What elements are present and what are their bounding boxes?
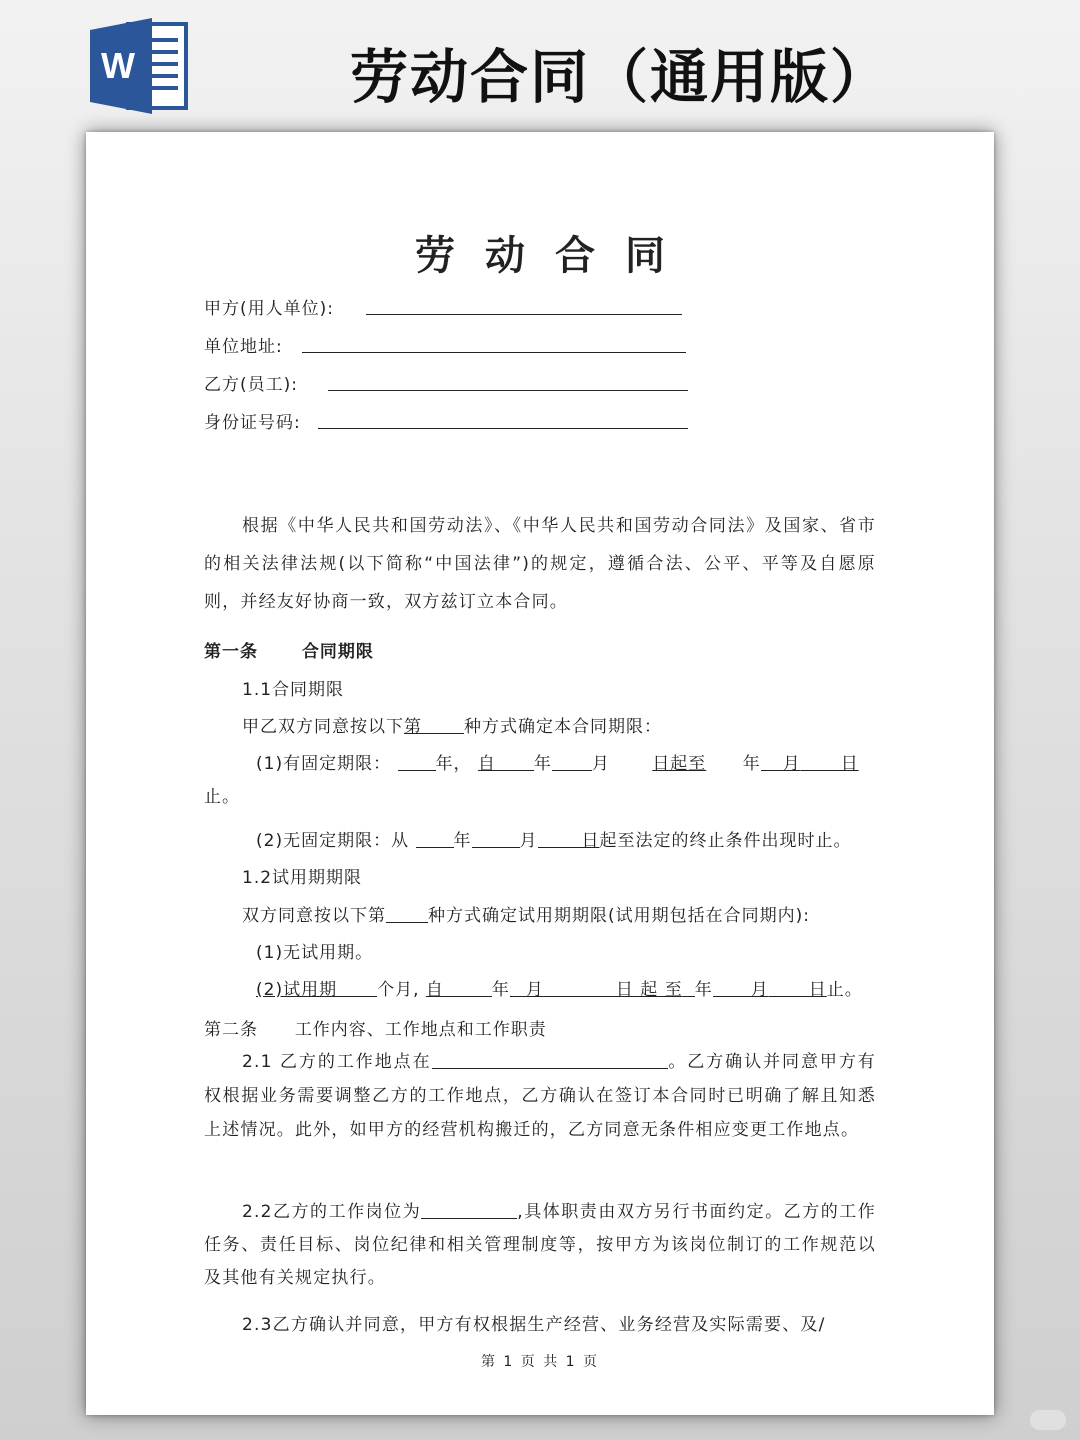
preamble [204, 507, 876, 621]
p2-end: 止。 [826, 980, 863, 1000]
party-a-field [204, 294, 334, 319]
opt2-month-blank[interactable] [472, 829, 520, 848]
article-2-heading [204, 1015, 547, 1040]
address-field [204, 332, 283, 357]
article-1-heading [204, 637, 374, 662]
end-month-gap[interactable] [761, 752, 783, 771]
s21-text-a: 2.1 乙方的工作地点在 [242, 1052, 432, 1072]
section-2-3 [204, 1308, 876, 1342]
p2-year-blank[interactable] [444, 978, 492, 997]
page-footer: 第 1 页 共 1 页 [480, 1354, 600, 1370]
opt2-label: (2)无固定期限：从 [256, 831, 410, 851]
p2-label: (2)试用期 [256, 980, 338, 1000]
article-1-title: 合同期限 [301, 642, 374, 662]
party-b-field [204, 370, 298, 395]
opt1-end-month: 月 [782, 754, 801, 774]
contract-title: 劳动合同 [415, 232, 695, 279]
party-a-blank[interactable] [366, 314, 682, 315]
section-1-1-title: 1.1合同期限 [242, 680, 345, 700]
opt1-start-month: 月 [591, 754, 610, 774]
s21-text-b: 。 [667, 1052, 688, 1072]
address-label: 单位地址: [204, 337, 283, 357]
opt2-year-blank[interactable] [416, 829, 454, 848]
party-b-label: 乙方(员工): [204, 375, 298, 395]
probation-months-blank[interactable] [337, 978, 377, 997]
p2-months: 个月, [377, 980, 420, 1000]
p2-month-gap[interactable] [510, 978, 526, 997]
p2-from: 自 [425, 980, 444, 1000]
opt2-month: 月 [519, 831, 538, 851]
opt2-year: 年 [453, 831, 472, 851]
s12-text-b: 种方式确定试用期期限(试用期包括在合同期内): [428, 906, 810, 926]
opt1-end-year: 年 [742, 754, 761, 774]
opt2-day: 日 [581, 831, 600, 851]
document-page [86, 132, 994, 1415]
p2-end-month: 月 [750, 980, 769, 1000]
years-blank[interactable] [398, 752, 436, 771]
opt1-start-day: 日起至 [652, 754, 707, 774]
p2-end-year: 年 [694, 980, 713, 1000]
article-1-number: 第一条 [204, 642, 258, 662]
p2-start: 日 起 至 [615, 980, 683, 1000]
s22-text-a: 2.2乙方的工作岗位为 [242, 1202, 422, 1222]
section-1-2-title: 1.2试用期期限 [242, 868, 363, 888]
probation-option-2 [256, 975, 863, 1000]
address-blank[interactable] [302, 352, 686, 353]
opt1-year-unit: 年， [435, 754, 472, 774]
s23-text: 2.3乙方确认并同意，甲方有权根据生产经营、业务经营及实际需要、及/ [242, 1315, 826, 1335]
section-1-2-text [242, 901, 810, 926]
opt2-day-blank[interactable] [538, 829, 582, 848]
p2-end-month-blank[interactable] [713, 978, 751, 997]
p2-end-year-gap[interactable] [683, 978, 695, 997]
s11-text-b: 第 [404, 717, 422, 737]
opt1-label: (1)有固定期限： [256, 754, 392, 774]
start-month-blank[interactable] [552, 752, 592, 771]
section-2-1 [204, 1045, 876, 1147]
option-1-end: 止。 [204, 787, 240, 807]
option-2-open-term [256, 826, 852, 851]
p2-day-blank[interactable] [544, 978, 616, 997]
opt1-from: 自 [477, 754, 496, 774]
p2-end-day-blank[interactable] [769, 978, 809, 997]
probation-option-1: (1)无试用期。 [256, 943, 374, 963]
probation-type-blank[interactable] [386, 904, 428, 923]
p2-month: 月 [525, 980, 544, 1000]
s21-text-c: 乙方确认并同意甲方有权根据业务需要调整乙方的工作地点，乙方确认在签订本合同时已明确了解且知悉上述情况。此外，如甲方的经营机构搬迁的，乙方同意无条件相应变更工作地点。 [204, 1052, 877, 1140]
article-2-title: 工作内容、工作地点和工作职责 [294, 1020, 547, 1040]
section-1-1-text [242, 712, 662, 737]
s22-text-b: ,具体职责由双方另行书面约定。乙方的工作任务、责任目标、岗位纪律和相关管理制度等，按甲方为该岗位制订的工作规范以及其他有关规定执行。 [204, 1202, 876, 1288]
id-number-field [204, 408, 301, 433]
svg-text:W: W [101, 45, 135, 86]
term-type-blank[interactable] [422, 715, 464, 734]
opt1-end-day: 日 [840, 754, 859, 774]
p2-year: 年 [491, 980, 510, 1000]
start-year-blank[interactable] [496, 752, 534, 771]
party-b-blank[interactable] [328, 390, 688, 391]
opt1-start-year: 年 [533, 754, 552, 774]
s12-text-a: 双方同意按以下第 [242, 906, 386, 926]
preamble-text: 根据《中华人民共和国劳动法》、《中华人民共和国劳动合同法》及国家、省市的相关法律法规(以下简称“中国法律”)的规定，遵循合法、公平、平等及自愿原则，并经友好协商一致，双方兹订立本合同。 [204, 516, 876, 612]
banner-title: 劳动合同（通用版） [349, 43, 890, 111]
opt2-end: 起至法定的终止条件出现时止。 [599, 831, 852, 851]
work-location-blank[interactable] [432, 1050, 668, 1069]
party-a-label: 甲方(用人单位): [204, 299, 334, 319]
option-1-fixed-term [256, 749, 859, 774]
word-icon [90, 18, 190, 114]
banner [0, 0, 1080, 130]
article-2-number: 第二条 [204, 1020, 258, 1040]
id-number-blank[interactable] [318, 428, 688, 429]
section-2-2 [204, 1196, 876, 1295]
s11-text-c: 种方式确定本合同期限： [464, 717, 662, 737]
p2-end-day: 日 [808, 980, 827, 1000]
job-position-blank[interactable] [421, 1200, 517, 1219]
watermark-badge [1030, 1410, 1066, 1430]
end-day-blank[interactable] [801, 752, 841, 771]
s11-text-a: 甲乙双方同意按以下 [242, 717, 404, 737]
id-number-label: 身份证号码: [204, 413, 301, 433]
